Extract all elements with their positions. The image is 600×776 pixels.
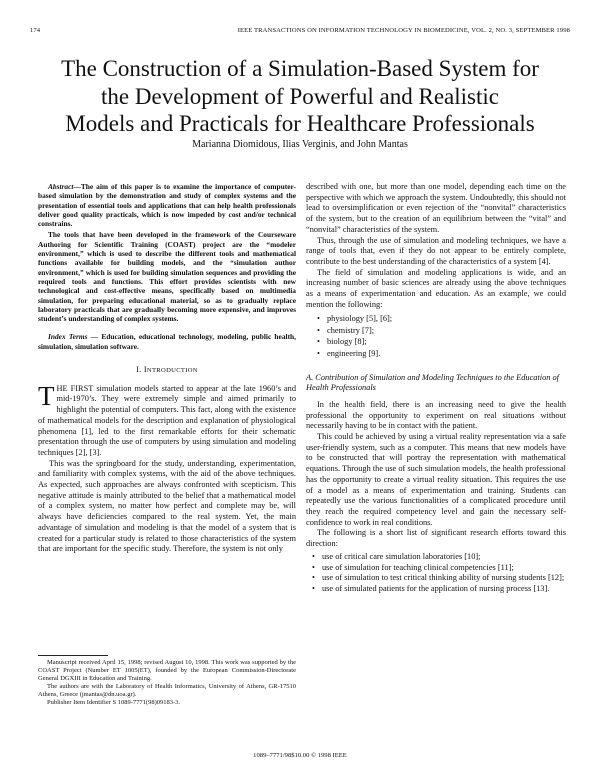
- copyright-footer: 1089–7771/98$10.00 © 1998 IEEE: [253, 752, 347, 759]
- list-item: • chemistry [7];: [317, 325, 375, 335]
- footnote-2: The authors are with the Laboratory of Health Informatics, University of Athens, GR-17510 Athens, Greece (jmantas@dn.uoa.gr).: [38, 683, 296, 698]
- footnote-rule: [38, 655, 108, 656]
- right-p1: Thus, through the use of simulation and modeling techniques, we have a range of tools that, even if they do not appear to be entirely complete, contribute to the best understanding of the characteristics of a system [4].: [306, 235, 566, 266]
- section-heading-introduction: I. INTRODUCTION: [136, 365, 198, 375]
- abstract-p1: [38, 182, 296, 228]
- abstract-label: Abstract—: [48, 182, 81, 191]
- subsection-heading: A. Contribution of Simulation and Modeling Techniques to the Education of Health Professionals: [306, 373, 560, 393]
- list-item: • use of simulation for teaching clinical competencies [11];: [312, 562, 514, 572]
- footnote-1: Manuscript received April 15, 1998; revised August 10, 1998. This work was supported by the COAST Project (Number ET 1005(ET), founded by the European Commission-Directorate General DGXIII in Education and Training.: [38, 659, 296, 682]
- title-line-3: Models and Practicals for Healthcare Professionals: [65, 111, 535, 136]
- right-p5: The following is a short list of significant research efforts toward this direction:: [306, 528, 566, 549]
- left-column: [38, 182, 296, 555]
- paper-title: [20, 55, 580, 138]
- journal-header: IEEE TRANSACTIONS ON INFORMATION TECHNOLOGY IN BIOMEDICINE, VOL. 2, NO. 3, SEPTEMBER 1998: [237, 27, 570, 34]
- list-item: • use of critical care simulation laboratories [10];: [312, 551, 481, 561]
- intro-p1-text: simulation models started to appear at the late 1960’s and mid-1970’s. They were extremely simple and aimed primarily to highlight the potential of computers. This fact, along with the existence of mathematical models for the description and explanation of physiological phenomena [1], led to the first remarkable efforts for their schematic presentation through the use of computers by using simulation and modeling techniques [2], [3].: [38, 383, 296, 457]
- abstract-p2: The tools that have been developed in the framework of the Courseware Authoring for Scientific Training (COAST) project are the “modeler environment,” which is used to describe the different tools and mathematical functions available for building models, and the “simulation author environment,” which is used for building simulation sequences and providing the required tools and functions. This effort provides scientists with new technological and cost-effective means, specifically based on multimedia simulation, for preparing educational material, so as to gradually replace laboratory practicals that are gradually becoming more expensive, and improves student’s understanding of complex systems.: [38, 230, 296, 324]
- intro-p1: [38, 380, 296, 459]
- list-item: • physiology [5], [6];: [317, 314, 393, 324]
- list-item: • engineering [9].: [317, 348, 381, 358]
- list-item: • biology [8];: [317, 337, 367, 347]
- right-p0: described with one, but more than one model, depending each time on the perspective with which we approach the system. Undoubtedly, this should not lead to oversimplification or even rejection of the “nonvital” characteristics of the system, but to the creation of an equilibrium between the “vital” and “nonvital” characteristics of the system.: [306, 182, 566, 234]
- footnotes: [38, 659, 296, 707]
- page-number: 174: [30, 27, 41, 34]
- right-column: [306, 182, 566, 595]
- right-p3: In the health field, there is an increasing need to give the health professional the opportunity to experiment on real situations without necessarily having to be in contact with the patient.: [306, 399, 566, 431]
- index-terms: [38, 332, 296, 351]
- index-terms-text: Education, educational technology, modeling, public health, simulation, simulation software.: [38, 332, 296, 351]
- right-p2: The field of simulation and modeling applications is wide, and an increasing number of basic sciences are already using the above techniques as a means of experimentation and education. As an example, we could mention the following:: [306, 267, 566, 309]
- authors: Marianna Diomidous, Ilias Verginis, and John Mantas: [192, 139, 408, 150]
- fields-list: [306, 313, 566, 359]
- title-line-1: The Construction of a Simulation-Based System for: [61, 56, 539, 81]
- drop-cap: T: [38, 380, 55, 411]
- intro-lead: HE FIRST: [56, 383, 94, 393]
- list-item: • use of simulated patients for the application of nursing process [13].: [312, 584, 550, 594]
- title-line-2: the Development of Powerful and Realistic: [101, 83, 499, 109]
- abstract-text-1: The aim of this paper is to examine the importance of computer-based simulation by the demonstration and study of complex systems and the presentation of essential tools and applications that can help health professionals deliver good quality practicals, which is now impeded by cost and/or technical constrains.: [38, 182, 296, 229]
- list-item: • use of simulation to test critical thinking ability of nursing students [12];: [312, 573, 565, 583]
- running-header: [30, 27, 570, 39]
- efforts-list: [306, 552, 566, 595]
- footnote-3: Publisher Item Identifier S 1089-7771(98)09183-3.: [47, 699, 181, 706]
- intro-p2: This was the springboard for the study, understanding, experimentation, and familiarity with complex systems, with the aid of the above techniques. As expected, such approaches are always confronted with scepticism. This negative attitude is mainly attributed to the belief that a mathematical model of a complex system, no matter how perfect and complete may be, will always have deficiencies compared to the real system. Yet, the main advantage of simulation and modeling is that the model of a system that is created for a particular study is related to those characteristics of the system that are important for the specific study. Therefore, the system is not only: [38, 458, 296, 554]
- right-p4: This could be achieved by using a virtual reality representation via a safe user-friendly system, such as a computer. This means that new models have to be constructed that will portray the representation with mathematical equations. Through the use of such simulation models, the health professional has the opportunity to create a virtual reality situation. This requires the use of a model as a means of experimentation and training. Students can repeatedly use the various functionalities of a complicated procedure until they reach the required competency level and gain the necessary self-confidence to work in real conditions.: [306, 431, 566, 527]
- index-terms-label: Index Terms —: [48, 332, 99, 342]
